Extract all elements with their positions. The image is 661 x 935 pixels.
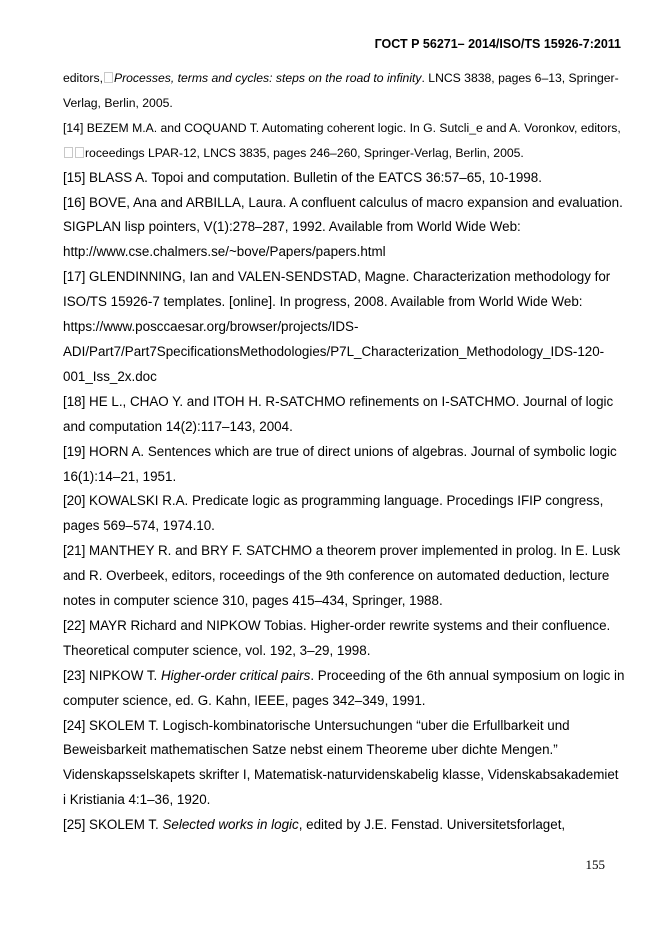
ref-text: [24] SKOLEM T. Logisch-kombinatorische Untersuchungen “uber die Erfullbarkeit und Beweisbarkeit mathematischen Satze nebst einem Theoreme uber dichte Mengen.” Videnskapsselskapets skrifter I, Matematisk-naturvidenskabelig klasse, Videnskabsakademiet i Kristiania 4:1–36, 1920. xyxy=(63,717,619,808)
reference-item xyxy=(63,489,625,539)
ref-italic-title: Higher-order critical pairs xyxy=(160,667,311,683)
reference-item xyxy=(63,813,625,838)
reference-item xyxy=(63,116,625,166)
reference-item xyxy=(63,66,625,116)
ref-italic-title: Selected works in logic xyxy=(162,817,299,833)
reference-item xyxy=(63,166,625,191)
document-header-code: ГОСТ Р 56271– 2014/ISO/TS 15926-7:2011 xyxy=(374,37,621,51)
ref-text: [17] GLENDINNING, Ian and VALEN-SENDSTAD, Magne. Characterization methodology for ISO/TS 15926-7 templates. [online]. In progress, 2008. Available from World Wide Web: https://www.posccaesar.org/browser/projects/IDS-ADI/Part7/Part7SpecificationsMethodologies/P7L_Characterization_Methodology_IDS-120-001_Iss_2x.doc xyxy=(63,269,611,384)
ref-text: roceedings LPAR-12, LNCS 3835, pages 246–260, Springer-Verlag, Berlin, 2005. xyxy=(85,145,524,160)
reference-list xyxy=(63,66,625,838)
ref-text: [14] BEZEM M.A. and COQUAND T. Automating coherent logic. In G. Sutcli_e and A. Voronkov, editors, xyxy=(63,120,621,135)
reference-item xyxy=(63,614,625,664)
ref-text: [25] SKOLEM T. xyxy=(63,817,163,833)
ref-text: [16] BOVE, Ana and ARBILLA, Laura. A confluent calculus of macro expansion and evaluation. SIGPLAN lisp pointers, V(1):278–287, 1992. Available from World Wide Web: http://www.cse.chalmers.se/~bove/Papers/papers.html xyxy=(63,194,623,260)
ref-text: [19] HORN A. Sentences which are true of direct unions of algebras. Journal of symbolic logic 16(1):14–21, 1951. xyxy=(63,443,617,484)
missing-glyph-icon xyxy=(75,147,84,158)
ref-text: . Proceeding of the 6th annual symposium on logic in computer science, ed. G. Kahn, IEEE, pages 342–349, 1991. xyxy=(63,667,625,708)
missing-glyph-icon xyxy=(64,147,73,158)
ref-text: [23] NIPKOW T. xyxy=(63,667,161,683)
page-number: 155 xyxy=(585,857,605,872)
reference-item xyxy=(63,440,625,490)
reference-item xyxy=(63,191,625,266)
reference-item xyxy=(63,390,625,440)
reference-item xyxy=(63,265,625,390)
ref-text: [22] MAYR Richard and NIPKOW Tobias. Higher-order rewrite systems and their confluence. Theoretical computer science, vol. 192, 3–29, 1998. xyxy=(63,617,611,658)
ref-text: editors, xyxy=(63,71,103,85)
ref-text: [15] BLASS A. Topoi and computation. Bulletin of the EATCS 36:57–65, 10-1998. xyxy=(63,169,542,185)
ref-text: . LNCS 3838, pages 6–13, Springer-Verlag, Berlin, 2005. xyxy=(63,71,619,110)
ref-italic-title: Processes, terms and cycles: steps on the road to infinity xyxy=(113,71,422,85)
reference-item xyxy=(63,539,625,614)
ref-text: , edited by J.E. Fenstad. Universitetsforlaget, xyxy=(298,817,566,833)
ref-text: [21] MANTHEY R. and BRY F. SATCHMO a theorem prover implemented in prolog. In E. Lusk and R. Overbeek, editors, roceedings of the 9th conference on automated deduction, lecture notes in computer science 310, pages 415–434, Springer, 1988. xyxy=(63,543,621,609)
reference-item xyxy=(63,664,625,714)
missing-glyph-icon xyxy=(104,72,113,83)
ref-text: [18] HE L., CHAO Y. and ITOH H. R-SATCHMO refinements on I-SATCHMO. Journal of logic and computation 14(2):117–143, 2004. xyxy=(63,393,614,434)
ref-text: [20] KOWALSKI R.A. Predicate logic as programming language. Procedings IFIP congress, pages 569–574, 1974.10. xyxy=(63,493,604,534)
reference-item xyxy=(63,714,625,814)
